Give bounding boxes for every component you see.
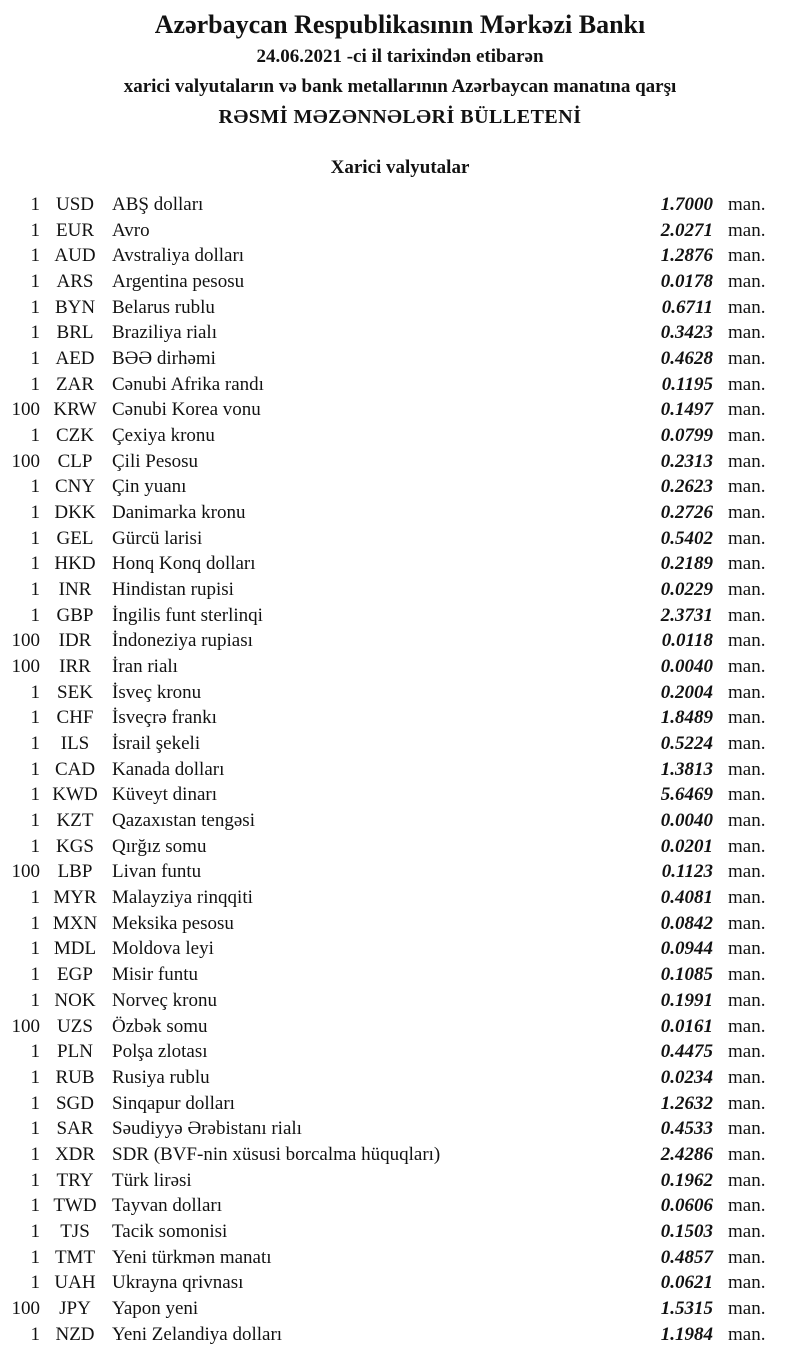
currency-name-cell: Qazaxıstan tengəsi bbox=[112, 810, 255, 832]
table-row bbox=[0, 551, 800, 577]
rate-cell: 0.1991 bbox=[660, 989, 713, 1011]
table-row bbox=[0, 680, 800, 706]
currency-code-cell: NZD bbox=[55, 1323, 95, 1345]
currency-code-cell: TJS bbox=[60, 1220, 90, 1242]
currency-name-cell: Polşa zlotası bbox=[112, 1041, 208, 1063]
rate-cell: 0.1195 bbox=[661, 373, 713, 395]
unit-cell: man. bbox=[728, 1195, 766, 1217]
currency-code-cell: RUB bbox=[55, 1066, 95, 1088]
currency-name-cell: Küveyt dinarı bbox=[112, 784, 218, 806]
quantity-cell: 1 bbox=[30, 1246, 40, 1268]
section-title-foreign-currencies: Xarici valyutalar bbox=[330, 157, 470, 178]
table-row bbox=[0, 1091, 800, 1117]
rate-cell: 0.1123 bbox=[661, 861, 713, 883]
rate-cell: 0.2623 bbox=[660, 476, 713, 498]
currency-code-cell: CNY bbox=[54, 476, 96, 498]
currency-name-cell: İngilis funt sterlinqi bbox=[112, 604, 263, 626]
currency-name-cell: Tayvan dolları bbox=[112, 1195, 222, 1217]
table-row bbox=[0, 269, 800, 295]
currency-code-cell: BRL bbox=[56, 322, 94, 344]
rate-cell: 1.5315 bbox=[660, 1297, 713, 1319]
unit-cell: man. bbox=[728, 1066, 766, 1088]
bulletin-title: RƏSMİ MƏZƏNNƏLƏRİ BÜLLETENİ bbox=[218, 106, 582, 128]
currency-code-cell: INR bbox=[58, 579, 92, 601]
unit-cell: man. bbox=[728, 810, 766, 832]
currency-name-cell: Rusiya rublu bbox=[112, 1066, 210, 1088]
currency-code-cell: CAD bbox=[54, 758, 96, 780]
quantity-cell: 1 bbox=[30, 219, 40, 241]
rate-cell: 1.7000 bbox=[660, 194, 713, 215]
currency-name-cell: Yeni Zelandiya dolları bbox=[112, 1323, 283, 1345]
table-row bbox=[0, 988, 800, 1014]
unit-cell: man. bbox=[728, 425, 766, 447]
unit-cell: man. bbox=[728, 707, 766, 729]
unit-cell: man. bbox=[728, 1272, 766, 1294]
unit-cell: man. bbox=[728, 1323, 766, 1345]
currency-name-cell: Honq Konq dolları bbox=[112, 553, 256, 575]
currency-name-cell: İran rialı bbox=[112, 656, 178, 678]
unit-cell: man. bbox=[728, 1297, 766, 1319]
currency-name-cell: SDR (BVF-nin xüsusi borcalma hüquqları) bbox=[112, 1143, 441, 1165]
currency-code-cell: SEK bbox=[57, 681, 93, 703]
currency-name-cell: Belarus rublu bbox=[112, 296, 215, 318]
unit-cell: man. bbox=[728, 502, 766, 524]
currency-code-cell: PLN bbox=[57, 1041, 93, 1063]
currency-code-cell: KGS bbox=[55, 835, 94, 857]
currency-name-cell: Argentina pesosu bbox=[112, 271, 245, 293]
unit-cell: man. bbox=[728, 604, 766, 626]
table-row bbox=[0, 320, 800, 346]
rate-cell: 2.0271 bbox=[660, 219, 713, 241]
quantity-cell: 1 bbox=[30, 681, 40, 703]
quantity-cell: 1 bbox=[30, 527, 40, 549]
currency-name-cell: ABŞ dolları bbox=[112, 194, 204, 215]
rate-cell: 0.1962 bbox=[660, 1169, 713, 1191]
currency-name-cell: İsveç kronu bbox=[112, 681, 202, 703]
rate-cell: 0.6711 bbox=[661, 296, 713, 318]
rate-cell: 0.4081 bbox=[660, 887, 713, 909]
table-row bbox=[0, 449, 800, 475]
currency-name-cell: BƏƏ dirhəmi bbox=[112, 348, 216, 370]
currency-name-cell: Avro bbox=[112, 219, 150, 241]
unit-cell: man. bbox=[728, 245, 766, 267]
table-row bbox=[0, 936, 800, 962]
quantity-cell: 1 bbox=[30, 245, 40, 267]
quantity-cell: 1 bbox=[30, 296, 40, 318]
unit-cell: man. bbox=[728, 1220, 766, 1242]
currency-code-cell: XDR bbox=[54, 1143, 96, 1165]
rate-cell: 1.8489 bbox=[660, 707, 713, 729]
table-row bbox=[0, 1322, 800, 1348]
currency-code-cell: KZT bbox=[56, 810, 94, 832]
currency-code-cell: CZK bbox=[56, 425, 94, 447]
currency-code-cell: EUR bbox=[56, 219, 94, 241]
currency-name-cell: Yapon yeni bbox=[112, 1297, 199, 1319]
rate-cell: 0.1085 bbox=[660, 964, 713, 986]
rate-cell: 0.2313 bbox=[660, 450, 713, 472]
unit-cell: man. bbox=[728, 784, 766, 806]
table-row bbox=[0, 603, 800, 629]
currency-code-cell: GEL bbox=[56, 527, 94, 549]
rate-cell: 0.0234 bbox=[660, 1066, 713, 1088]
quantity-cell: 100 bbox=[11, 861, 40, 883]
table-row bbox=[0, 1168, 800, 1194]
unit-cell: man. bbox=[728, 553, 766, 575]
quantity-cell: 1 bbox=[30, 373, 40, 395]
unit-cell: man. bbox=[728, 1092, 766, 1114]
rate-cell: 5.6469 bbox=[660, 784, 713, 806]
currency-name-cell: Kanada dolları bbox=[112, 758, 225, 780]
currency-code-cell: ARS bbox=[56, 271, 94, 293]
currency-code-cell: MXN bbox=[52, 912, 98, 934]
unit-cell: man. bbox=[728, 579, 766, 601]
unit-cell: man. bbox=[728, 476, 766, 498]
table-row bbox=[0, 474, 800, 500]
table-row bbox=[0, 705, 800, 731]
quantity-cell: 1 bbox=[30, 989, 40, 1011]
unit-cell: man. bbox=[728, 194, 766, 215]
currency-code-cell: DKK bbox=[54, 502, 96, 524]
quantity-cell: 100 bbox=[11, 630, 40, 652]
unit-cell: man. bbox=[728, 1041, 766, 1063]
currency-code-cell: IRR bbox=[59, 656, 91, 678]
table-row bbox=[0, 1116, 800, 1142]
quantity-cell: 1 bbox=[30, 271, 40, 293]
table-row bbox=[0, 1142, 800, 1168]
quantity-cell: 1 bbox=[30, 553, 40, 575]
currency-code-cell: BYN bbox=[54, 296, 96, 318]
rate-cell: 1.2876 bbox=[660, 245, 713, 267]
table-row bbox=[0, 731, 800, 757]
rate-cell: 0.0040 bbox=[660, 656, 713, 678]
currency-code-cell: HKD bbox=[54, 553, 96, 575]
currency-code-cell: IDR bbox=[58, 630, 92, 652]
unit-cell: man. bbox=[728, 322, 766, 344]
rate-cell: 0.0621 bbox=[660, 1272, 713, 1294]
currency-name-cell: Çexiya kronu bbox=[112, 425, 215, 447]
quantity-cell: 1 bbox=[30, 912, 40, 934]
currency-code-cell: CLP bbox=[57, 450, 93, 472]
quantity-cell: 1 bbox=[30, 322, 40, 344]
quantity-cell: 1 bbox=[30, 733, 40, 755]
currency-name-cell: Danimarka kronu bbox=[112, 502, 246, 524]
currency-code-cell: TWD bbox=[53, 1195, 97, 1217]
currency-name-cell: Çin yuanı bbox=[112, 476, 187, 498]
currency-name-cell: Braziliya rialı bbox=[112, 322, 217, 344]
table-row bbox=[0, 577, 800, 603]
unit-cell: man. bbox=[728, 630, 766, 652]
currency-code-cell: TMT bbox=[54, 1246, 96, 1268]
unit-cell: man. bbox=[728, 681, 766, 703]
currency-name-cell: Səudiyyə Ərəbistanı rialı bbox=[112, 1118, 302, 1140]
currency-code-cell: CHF bbox=[56, 707, 94, 729]
table-row bbox=[0, 1039, 800, 1065]
currency-code-cell: JPY bbox=[59, 1297, 91, 1319]
table-row bbox=[0, 654, 800, 680]
table-row bbox=[0, 885, 800, 911]
quantity-cell: 1 bbox=[30, 1195, 40, 1217]
currency-code-cell: AED bbox=[55, 348, 95, 370]
quantity-cell: 100 bbox=[11, 399, 40, 421]
rate-cell: 0.0118 bbox=[661, 630, 713, 652]
currency-code-cell: GBP bbox=[56, 604, 94, 626]
table-row bbox=[0, 346, 800, 372]
currency-name-cell: Cənubi Korea vonu bbox=[112, 399, 261, 421]
currency-code-cell: SGD bbox=[55, 1092, 94, 1114]
rate-cell: 0.0229 bbox=[660, 579, 713, 601]
currency-code-cell: UZS bbox=[57, 1015, 93, 1037]
table-row bbox=[0, 372, 800, 398]
rate-cell: 2.4286 bbox=[660, 1143, 713, 1165]
rate-cell: 0.0161 bbox=[660, 1015, 713, 1037]
currency-name-cell: Sinqapur dolları bbox=[112, 1092, 235, 1114]
unit-cell: man. bbox=[728, 399, 766, 421]
table-row bbox=[0, 295, 800, 321]
unit-cell: man. bbox=[728, 656, 766, 678]
rate-cell: 0.4533 bbox=[660, 1118, 713, 1140]
currency-code-cell: KRW bbox=[53, 399, 97, 421]
rate-cell: 0.0842 bbox=[660, 912, 713, 934]
unit-cell: man. bbox=[728, 348, 766, 370]
rate-cell: 0.1497 bbox=[660, 399, 713, 421]
currency-name-cell: Moldova leyi bbox=[112, 938, 214, 960]
table-row bbox=[0, 1219, 800, 1245]
quantity-cell: 100 bbox=[11, 450, 40, 472]
unit-cell: man. bbox=[728, 373, 766, 395]
rate-cell: 1.1984 bbox=[660, 1323, 713, 1345]
quantity-cell: 1 bbox=[30, 810, 40, 832]
currency-code-cell: ILS bbox=[60, 733, 90, 755]
currency-name-cell: Meksika pesosu bbox=[112, 912, 234, 934]
unit-cell: man. bbox=[728, 758, 766, 780]
effective-date-line: 24.06.2021 -ci il tarixindən etibarən bbox=[256, 46, 544, 67]
rate-cell: 1.2632 bbox=[660, 1092, 713, 1114]
currency-code-cell: UAH bbox=[54, 1272, 96, 1294]
currency-code-cell: MDL bbox=[53, 938, 97, 960]
quantity-cell: 1 bbox=[30, 887, 40, 909]
quantity-cell: 1 bbox=[30, 1323, 40, 1345]
table-row bbox=[0, 782, 800, 808]
currency-code-cell: MYR bbox=[53, 887, 97, 909]
rate-cell: 0.5402 bbox=[660, 527, 713, 549]
currency-name-cell: Norveç kronu bbox=[112, 989, 217, 1011]
currency-name-cell: Misir funtu bbox=[112, 964, 199, 986]
rate-cell: 1.3813 bbox=[660, 758, 713, 780]
table-row bbox=[0, 911, 800, 937]
quantity-cell: 100 bbox=[11, 1297, 40, 1319]
currency-code-cell: SAR bbox=[56, 1118, 94, 1140]
unit-cell: man. bbox=[728, 733, 766, 755]
table-row bbox=[0, 757, 800, 783]
table-row bbox=[0, 808, 800, 834]
currency-name-cell: Qırğız somu bbox=[112, 835, 207, 857]
rate-cell: 0.0606 bbox=[660, 1195, 713, 1217]
currency-name-cell: Malayziya rinqqiti bbox=[112, 887, 253, 909]
unit-cell: man. bbox=[728, 861, 766, 883]
quantity-cell: 1 bbox=[30, 502, 40, 524]
currency-code-cell: EGP bbox=[57, 964, 93, 986]
unit-cell: man. bbox=[728, 964, 766, 986]
currency-code-cell: LBP bbox=[57, 861, 93, 883]
quantity-cell: 1 bbox=[30, 835, 40, 857]
rate-cell: 0.2004 bbox=[660, 681, 713, 703]
currency-code-cell: AUD bbox=[54, 245, 96, 267]
bulletin-header bbox=[0, 0, 800, 132]
unit-cell: man. bbox=[728, 938, 766, 960]
currency-name-cell: Ukrayna qrivnası bbox=[112, 1272, 244, 1294]
table-row bbox=[0, 962, 800, 988]
unit-cell: man. bbox=[728, 271, 766, 293]
currency-name-cell: Yeni türkmən manatı bbox=[112, 1246, 272, 1268]
currency-code-cell: USD bbox=[55, 194, 94, 215]
currency-name-cell: İndoneziya rupiası bbox=[112, 630, 253, 652]
currency-code-cell: TRY bbox=[56, 1169, 94, 1191]
quantity-cell: 1 bbox=[30, 758, 40, 780]
quantity-cell: 1 bbox=[30, 1041, 40, 1063]
quantity-cell: 1 bbox=[30, 348, 40, 370]
quantity-cell: 100 bbox=[11, 1015, 40, 1037]
table-row bbox=[0, 1014, 800, 1040]
currency-name-cell: Çili Pesosu bbox=[112, 450, 199, 472]
currency-name-cell: Türk lirəsi bbox=[112, 1169, 192, 1191]
rate-cell: 0.0178 bbox=[660, 271, 713, 293]
rate-cell: 0.0201 bbox=[660, 835, 713, 857]
rate-cell: 0.4628 bbox=[660, 348, 713, 370]
rate-cell: 0.0944 bbox=[660, 938, 713, 960]
quantity-cell: 1 bbox=[30, 579, 40, 601]
rate-cell: 0.4475 bbox=[660, 1041, 713, 1063]
rate-cell: 0.2189 bbox=[660, 553, 713, 575]
quantity-cell: 1 bbox=[30, 604, 40, 626]
table-row bbox=[0, 1296, 800, 1322]
rate-cell: 0.4857 bbox=[660, 1246, 713, 1268]
unit-cell: man. bbox=[728, 912, 766, 934]
currency-name-cell: Avstraliya dolları bbox=[112, 245, 245, 267]
currency-code-cell: ZAR bbox=[56, 373, 94, 395]
rate-cell: 0.5224 bbox=[660, 733, 713, 755]
rate-cell: 0.0799 bbox=[660, 425, 713, 447]
quantity-cell: 1 bbox=[30, 1272, 40, 1294]
table-row bbox=[0, 218, 800, 244]
table-row bbox=[0, 1245, 800, 1271]
currency-name-cell: Tacik somonisi bbox=[112, 1220, 228, 1242]
table-row bbox=[0, 834, 800, 860]
unit-cell: man. bbox=[728, 1143, 766, 1165]
table-row bbox=[0, 1065, 800, 1091]
unit-cell: man. bbox=[728, 887, 766, 909]
quantity-cell: 1 bbox=[30, 425, 40, 447]
subtitle-line: xarici valyutaların və bank metallarının Azərbaycan manatına qarşı bbox=[123, 76, 677, 97]
rate-cell: 0.3423 bbox=[660, 322, 713, 344]
quantity-cell: 1 bbox=[30, 707, 40, 729]
table-row bbox=[0, 1270, 800, 1296]
table-row bbox=[0, 628, 800, 654]
table-row bbox=[0, 397, 800, 423]
quantity-cell: 1 bbox=[30, 938, 40, 960]
rate-cell: 0.1503 bbox=[660, 1220, 713, 1242]
unit-cell: man. bbox=[728, 219, 766, 241]
quantity-cell: 100 bbox=[11, 656, 40, 678]
currency-name-cell: Özbək somu bbox=[112, 1015, 208, 1037]
exchange-rates-table bbox=[0, 192, 800, 1347]
currency-code-cell: KWD bbox=[52, 784, 98, 806]
currency-name-cell: Gürcü larisi bbox=[112, 527, 203, 549]
currency-name-cell: İsveçrə frankı bbox=[112, 707, 217, 729]
table-row bbox=[0, 423, 800, 449]
unit-cell: man. bbox=[728, 1118, 766, 1140]
currency-name-cell: Cənubi Afrika randı bbox=[112, 373, 264, 395]
unit-cell: man. bbox=[728, 989, 766, 1011]
quantity-cell: 1 bbox=[30, 476, 40, 498]
unit-cell: man. bbox=[728, 1246, 766, 1268]
quantity-cell: 1 bbox=[30, 1092, 40, 1114]
unit-cell: man. bbox=[728, 450, 766, 472]
quantity-cell: 1 bbox=[30, 194, 40, 215]
quantity-cell: 1 bbox=[30, 784, 40, 806]
quantity-cell: 1 bbox=[30, 1169, 40, 1191]
unit-cell: man. bbox=[728, 527, 766, 549]
bank-title: Azərbaycan Respublikasının Mərkəzi Bankı bbox=[154, 10, 646, 39]
rate-cell: 2.3731 bbox=[660, 604, 713, 626]
table-row bbox=[0, 1193, 800, 1219]
rate-cell: 0.2726 bbox=[660, 502, 713, 524]
currency-name-cell: İsrail şekeli bbox=[112, 733, 201, 755]
unit-cell: man. bbox=[728, 835, 766, 857]
table-row bbox=[0, 243, 800, 269]
quantity-cell: 1 bbox=[30, 964, 40, 986]
quantity-cell: 1 bbox=[30, 1066, 40, 1088]
table-row bbox=[0, 192, 800, 218]
unit-cell: man. bbox=[728, 296, 766, 318]
quantity-cell: 1 bbox=[30, 1143, 40, 1165]
table-row bbox=[0, 526, 800, 552]
currency-name-cell: Hindistan rupisi bbox=[112, 579, 234, 601]
table-row bbox=[0, 500, 800, 526]
currency-name-cell: Livan funtu bbox=[112, 861, 202, 883]
quantity-cell: 1 bbox=[30, 1220, 40, 1242]
unit-cell: man. bbox=[728, 1169, 766, 1191]
table-row bbox=[0, 859, 800, 885]
currency-code-cell: NOK bbox=[54, 989, 96, 1011]
unit-cell: man. bbox=[728, 1015, 766, 1037]
rate-cell: 0.0040 bbox=[660, 810, 713, 832]
quantity-cell: 1 bbox=[30, 1118, 40, 1140]
